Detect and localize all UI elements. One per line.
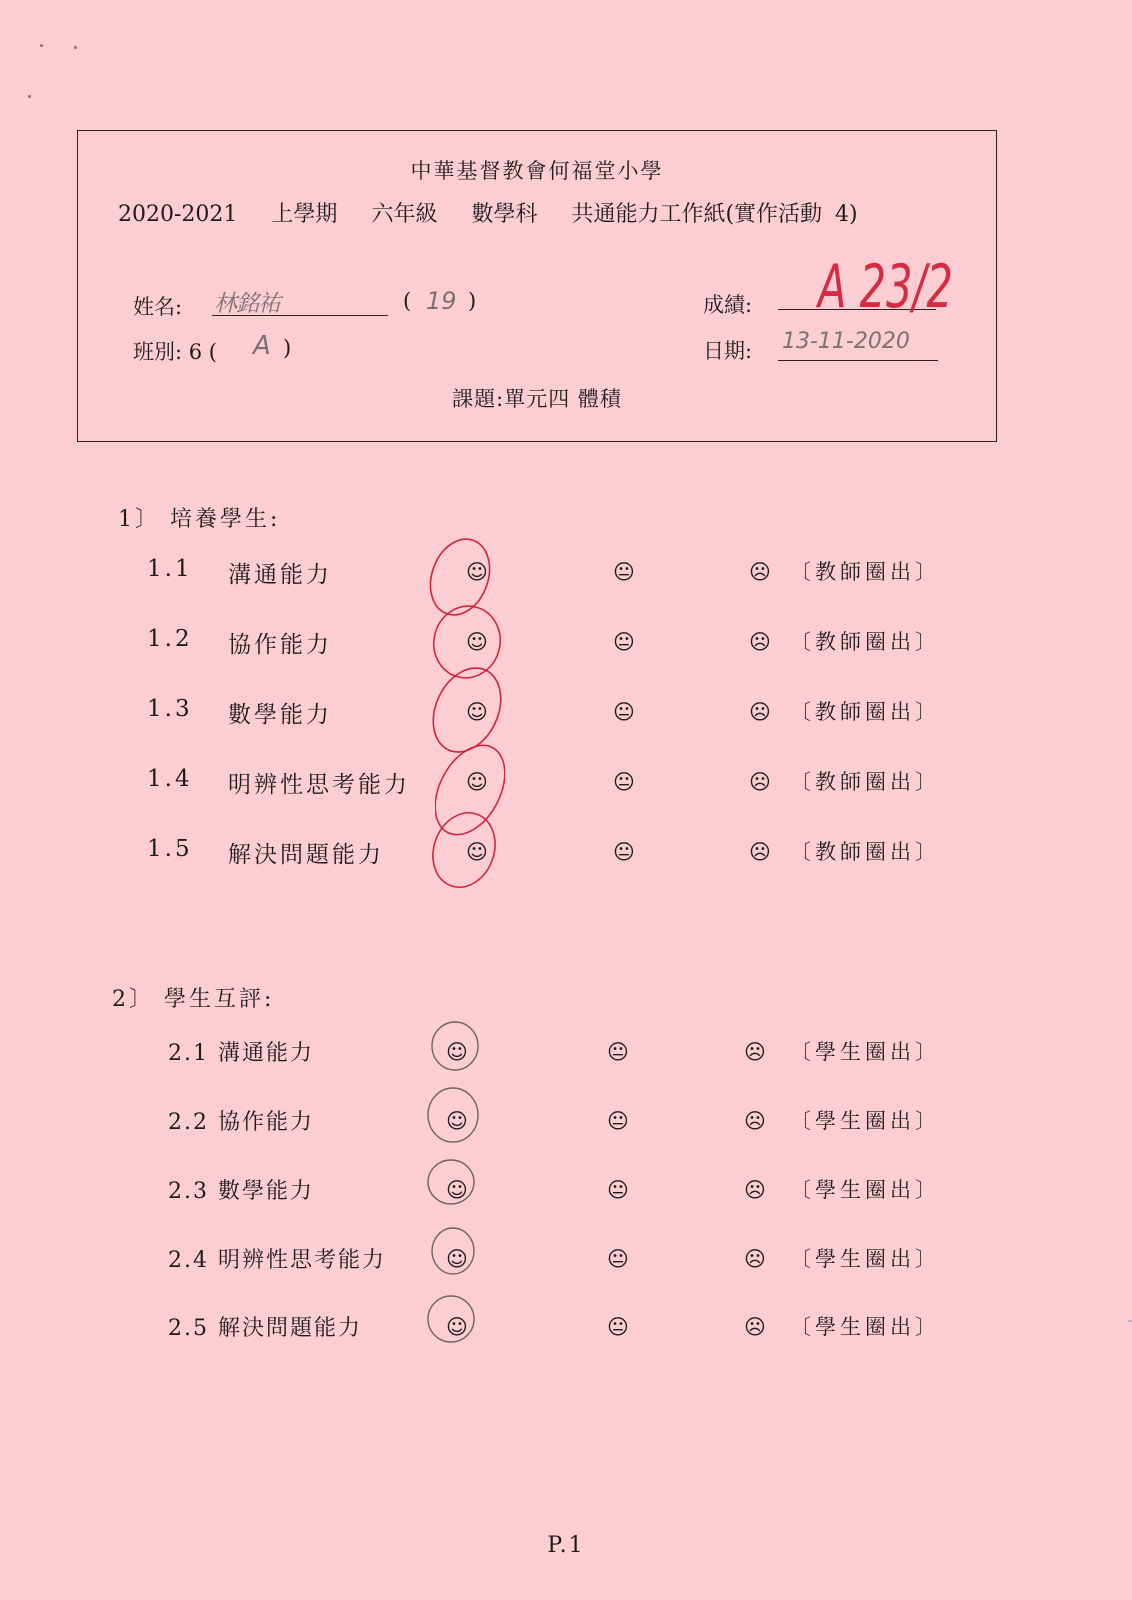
student-number-handwritten: 19 xyxy=(426,287,457,315)
sad-face-icon[interactable]: ☹ xyxy=(744,1040,766,1064)
grade-level: 六年級 xyxy=(371,202,438,227)
item-number: 1.1 xyxy=(147,556,193,582)
sad-face-icon[interactable]: ☹ xyxy=(749,840,771,864)
scan-speck xyxy=(40,44,43,47)
worksheet-title: 共通能力工作紙(實作活動 4) xyxy=(571,202,858,227)
class-label: 班別: 6 ( xyxy=(133,340,217,364)
item-number: 1.2 xyxy=(147,626,193,652)
item-number: 1.3 xyxy=(147,696,193,722)
teacher-circle-note: 〔教師圈出〕 xyxy=(790,560,940,584)
sad-face-icon[interactable]: ☹ xyxy=(749,630,771,654)
smiley-icon[interactable]: ☺ xyxy=(466,630,488,654)
page-number: P.1 xyxy=(547,1533,585,1558)
student-circle-note: 〔學生圈出〕 xyxy=(790,1315,940,1339)
item-label: 2.5 解決問題能力 xyxy=(168,1316,362,1341)
sad-face-icon[interactable]: ☹ xyxy=(744,1109,766,1133)
section1-row xyxy=(0,552,1132,592)
item-label: 2.3 數學能力 xyxy=(168,1179,314,1204)
section1-row xyxy=(0,692,1132,732)
grade-field xyxy=(778,252,953,322)
smiley-icon[interactable]: ☺ xyxy=(446,1315,468,1339)
smiley-icon[interactable]: ☺ xyxy=(446,1178,468,1202)
item-label: 溝通能力 xyxy=(228,562,332,588)
smiley-icon[interactable]: ☺ xyxy=(446,1109,468,1133)
smiley-icon[interactable]: ☺ xyxy=(446,1247,468,1271)
subject: 數學科 xyxy=(471,202,538,227)
item-label: 2.1 溝通能力 xyxy=(168,1041,314,1066)
smiley-icon[interactable]: ☺ xyxy=(466,840,488,864)
date-field xyxy=(778,327,938,361)
smiley-icon[interactable]: ☺ xyxy=(466,700,488,724)
item-label: 協作能力 xyxy=(228,632,332,658)
topic: 課題:單元四 體積 xyxy=(452,387,622,411)
neutral-face-icon[interactable]: 😐 xyxy=(613,560,635,584)
section2-row xyxy=(0,1307,1132,1347)
item-label: 明辨性思考能力 xyxy=(228,772,410,798)
school-name: 中華基督教會何福堂小學 xyxy=(410,159,664,183)
student-name-handwritten: 林銘祐 xyxy=(214,291,280,317)
student-circle-note: 〔學生圈出〕 xyxy=(790,1109,940,1133)
item-label: 數學能力 xyxy=(228,702,332,728)
teacher-circle-note: 〔教師圈出〕 xyxy=(790,700,940,724)
grade-value: A 23/2 xyxy=(815,252,953,322)
section2-row xyxy=(0,1032,1132,1072)
neutral-face-icon[interactable]: 😐 xyxy=(613,770,635,794)
section1-row xyxy=(0,622,1132,662)
student-circle-note: 〔學生圈出〕 xyxy=(790,1040,940,1064)
smiley-icon[interactable]: ☺ xyxy=(466,770,488,794)
sad-face-icon[interactable]: ☹ xyxy=(749,700,771,724)
neutral-face-icon[interactable]: 😐 xyxy=(607,1178,629,1202)
neutral-face-icon[interactable]: 😐 xyxy=(613,630,635,654)
item-label: 2.2 協作能力 xyxy=(168,1110,314,1135)
neutral-face-icon[interactable]: 😐 xyxy=(607,1109,629,1133)
section2-row xyxy=(0,1170,1132,1210)
section2-title: 2〕 學生互評: xyxy=(112,987,275,1012)
item-number: 1.4 xyxy=(147,766,193,792)
section1-row xyxy=(0,832,1132,872)
sad-face-icon[interactable]: ☹ xyxy=(749,560,771,584)
smiley-icon[interactable]: ☺ xyxy=(446,1040,468,1064)
school-year: 2020-2021 xyxy=(118,202,238,227)
name-label: 姓名: xyxy=(133,295,183,319)
sad-face-icon[interactable]: ☹ xyxy=(744,1178,766,1202)
name-field xyxy=(212,281,388,316)
student-circle-note: 〔學生圈出〕 xyxy=(790,1178,940,1202)
sad-face-icon[interactable]: ☹ xyxy=(744,1247,766,1271)
neutral-face-icon[interactable]: 😐 xyxy=(613,700,635,724)
grade-handwritten xyxy=(778,249,953,322)
teacher-circle-note: 〔教師圈出〕 xyxy=(790,770,940,794)
date-label: 日期: xyxy=(703,339,753,363)
sad-face-icon[interactable]: ☹ xyxy=(744,1315,766,1339)
sad-face-icon[interactable]: ☹ xyxy=(749,770,771,794)
grade-label: 成績: xyxy=(703,293,753,317)
term: 上學期 xyxy=(271,202,338,227)
class-handwritten: A xyxy=(253,331,271,361)
worksheet-subtitle xyxy=(118,197,858,228)
smiley-icon[interactable]: ☺ xyxy=(466,560,488,584)
neutral-face-icon[interactable]: 😐 xyxy=(613,840,635,864)
section1-title: 1〕 培養學生: xyxy=(118,507,281,532)
teacher-circle-note: 〔教師圈出〕 xyxy=(790,840,940,864)
item-label: 解決問題能力 xyxy=(228,842,384,868)
scan-speck xyxy=(28,95,31,98)
scan-speck xyxy=(74,46,77,49)
neutral-face-icon[interactable]: 😐 xyxy=(607,1247,629,1271)
item-number: 1.5 xyxy=(147,836,193,862)
number-close: ) xyxy=(468,289,477,313)
section2-row xyxy=(0,1101,1132,1141)
teacher-circle-note: 〔教師圈出〕 xyxy=(790,630,940,654)
class-close: ) xyxy=(283,336,292,360)
neutral-face-icon[interactable]: 😐 xyxy=(607,1040,629,1064)
section1-row xyxy=(0,762,1132,802)
worksheet-header xyxy=(77,130,997,442)
section2-row xyxy=(0,1239,1132,1279)
date-handwritten: 13-11-2020 xyxy=(782,329,910,354)
number-open: ( xyxy=(403,289,412,313)
student-circle-note: 〔學生圈出〕 xyxy=(790,1247,940,1271)
neutral-face-icon[interactable]: 😐 xyxy=(607,1315,629,1339)
item-label: 2.4 明辨性思考能力 xyxy=(168,1248,386,1273)
